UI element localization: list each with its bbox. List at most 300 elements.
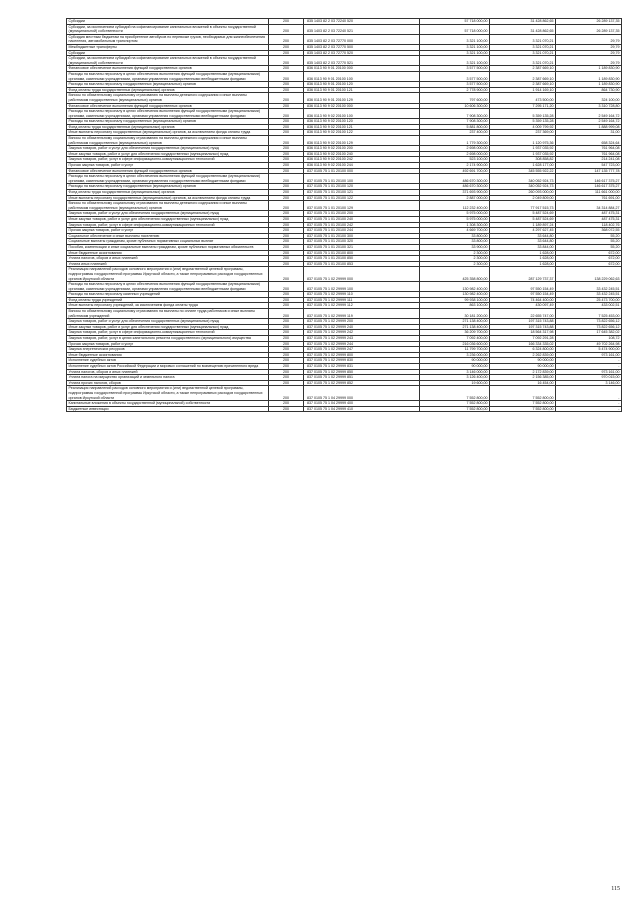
approved-amount-cell: 130 982 400,00 [420,292,490,298]
line-code-cell: 200 [269,56,304,66]
executed-amount-cell: 2 172 839,00 [490,369,556,375]
executed-amount-cell: 2 262 839,00 [490,352,556,358]
unexecuted-amount-cell: 138 229 062,63 [556,267,622,282]
expense-name-cell: Иные бюджетные ассигнования [67,250,269,256]
budget-code-cell: 837 0105 75 1 02 29999 112 [304,303,420,309]
expense-name-cell: Иные закупки товаров, работ и услуг для обеспечения государственных (муниципальных) нужд [67,151,269,157]
table-row [67,146,622,152]
unexecuted-amount-cell: 31,00 [556,130,622,136]
expense-name-cell: Иные выплаты персоналу государственных (муниципальных) органов, за исключением фонда оплаты труда [67,130,269,136]
executed-amount-cell: 74 464 400,00 [490,297,556,303]
unexecuted-amount-cell: 55,20 [556,244,622,250]
approved-amount-cell: 237 400,00 [420,130,490,136]
executed-amount-cell: 2 049 809,00 [490,195,556,201]
unexecuted-amount-cell: 658 324,64 [556,136,622,146]
unexecuted-amount-cell: 1 189 830,90 [556,66,622,72]
table-row [67,109,622,119]
table-row [67,71,622,81]
executed-amount-cell: 2 156 385,00 [490,375,556,381]
approved-amount-cell: 486 670 300,00 [420,184,490,190]
table-row [67,244,622,250]
unexecuted-amount-cell: - [556,364,622,370]
unexecuted-amount-cell: - [556,401,622,407]
approved-amount-cell: 3 577 500,00 [420,71,490,81]
line-code-cell: 200 [269,352,304,358]
executed-amount-cell: 197 315 743,88 [490,319,556,325]
line-code-cell: 200 [269,168,304,174]
unexecuted-amount-cell: 29,79 [556,44,622,50]
expense-name-cell: Социальные выплаты гражданам, кроме публичных нормативных социальных выплат [67,239,269,245]
executed-amount-cell: 430 097,49 [490,303,556,309]
expense-name-cell: Пособия, компенсации и иные социальные выплаты гражданам, кроме публичных нормативных обязательств [67,244,269,250]
executed-amount-cell: 3 321 070,21 [490,44,556,50]
unexecuted-amount-cell: 973 161,00 [556,352,622,358]
unexecuted-amount-cell: 146 617 375,27 [556,174,622,184]
unexecuted-amount-cell: 108,72 [556,336,622,342]
approved-amount-cell: 2 300,00 [420,256,490,262]
approved-amount-cell: 492 691 700,00 [420,168,490,174]
budget-code-cell: 837 0105 75 1 01 20100 242 [304,222,420,228]
expense-name-cell: Расходы на выплаты персоналу казенных учреждений [67,292,269,298]
budget-code-cell: 837 0105 75 1 02 29999 852 [304,380,420,386]
executed-amount-cell: 1 120 975,36 [490,136,556,146]
budget-code-cell: 836 0113 90 9 02 20100 120 [304,119,420,125]
expense-name-cell: Субсидии, за исключением субсидий на софинансирование капитальных вложений в объекты государственной (муниципальной) собственности [67,24,269,34]
table-row [67,375,622,381]
unexecuted-amount-cell: 487 475,31 [556,211,622,217]
expense-name-cell: Уплата налога на имущество организаций и земельного налога [67,375,269,381]
expense-name-cell: Исполнение судебных актов [67,358,269,364]
unexecuted-amount-cell: 324 100,00 [556,93,622,103]
line-code-cell: 200 [269,250,304,256]
executed-amount-cell: 6 324 800,00 [490,347,556,353]
approved-amount-cell: 33 800,00 [420,239,490,245]
executed-amount-cell: 33 844,00 [490,244,556,250]
unexecuted-amount-cell: 2 549 164,72 [556,119,622,125]
expense-name-cell: Взносы по обязательному социальному страхованию на выплаты денежного содержания и иные выплаты работникам государственных (муниципальных) органов [67,201,269,211]
executed-amount-cell: 7 552 800,00 [490,401,556,407]
budget-code-cell: 837 0105 75 1 02 29999 243 [304,336,420,342]
line-code-cell: 200 [269,211,304,217]
line-code-cell: 200 [269,364,304,370]
executed-amount-cell: 97 550 154,49 [490,282,556,292]
approved-amount-cell: 10 606 300,00 [420,103,490,109]
budget-code-cell: 837 0105 75 1 02 29999 247 [304,347,420,353]
expense-name-cell: Расходы на выплаты персоналу государственных (муниципальных) органов [67,82,269,88]
line-code-cell: 200 [269,401,304,407]
line-code-cell: 200 [269,103,304,109]
table-row [67,130,622,136]
budget-code-cell: 837 0105 75 1 02 29999 851 [304,375,420,381]
executed-amount-cell: 1 628,00 [490,250,556,256]
budget-code-cell: 837 0105 75 1 01 20100 244 [304,228,420,234]
line-code-cell: 200 [269,87,304,93]
line-code-cell: 200 [269,124,304,130]
expense-name-cell: Фонд оплаты труда государственных (муниципальных) органов [67,190,269,196]
approved-amount-cell: 3 577 500,00 [420,66,490,72]
expense-name-cell: Закупка товаров, работ и услуг для обеспечения государственных (муниципальных) нужд [67,319,269,325]
line-code-cell: 200 [269,239,304,245]
expense-name-cell: Закупка товаров, работ и услуг для обеспечения государственных (муниципальных) нужд [67,211,269,217]
line-code-cell: 200 [269,151,304,157]
table-row [67,309,622,319]
approved-amount-cell: 57 718 000,00 [420,19,490,25]
table-row [67,24,622,34]
executed-amount-cell: 2 387 669,10 [490,82,556,88]
expense-name-cell: Взносы по обязательному социальному страхованию на выплаты денежного содержания и иные выплаты работникам государственных (муниципальных) органов [67,93,269,103]
line-code-cell: 200 [269,358,304,364]
approved-amount-cell: 99 938 100,00 [420,297,490,303]
executed-amount-cell: 308 858,82 [490,157,556,163]
executed-amount-cell: 287 129 737,37 [490,267,556,282]
approved-amount-cell: 5 881 800,00 [420,124,490,130]
table-row [67,239,622,245]
unexecuted-amount-cell: 864 730,90 [556,87,622,93]
table-row [67,82,622,88]
expense-name-cell: Капитальные вложения в объекты государственной (муниципальной) собственности [67,401,269,407]
budget-code-cell: 837 0105 75 1 04 29999 000 [304,386,420,401]
executed-amount-cell: 3 321 070,21 [490,34,556,44]
line-code-cell: 200 [269,136,304,146]
executed-amount-cell: 22 655 747,00 [490,309,556,319]
table-row [67,216,622,222]
unexecuted-amount-cell: 672,00 [556,261,622,267]
unexecuted-amount-cell: 487 475,31 [556,216,622,222]
expense-name-cell: Расходы на выплаты персоналу в целях обеспечения выполнения функций государственными (муниципальными) органами, казенными учреждениями, органами управления государственными внебюджетными фондами [67,109,269,119]
budget-code-cell: 837 0105 75 1 02 29999 850 [304,369,420,375]
approved-amount-cell: 2 174 900,00 [420,163,490,169]
executed-amount-cell: 260 093 000,00 [490,190,556,196]
line-code-cell: 200 [269,109,304,119]
expense-name-cell: Взносы по обязательному социальному страхованию на выплаты денежного содержания и иные выплаты работникам государственных (муниципальных) органов [67,136,269,146]
expense-name-cell: Уплата прочих налогов, сборов [67,380,269,386]
unexecuted-amount-cell: 17 645 382,02 [556,330,622,336]
budget-code-cell: 837 0105 75 1 04 29999 400 [304,401,420,407]
executed-amount-cell: 1 189 897,24 [490,222,556,228]
line-code-cell: 200 [269,82,304,88]
table-row [67,56,622,66]
expense-name-cell: Фонд оплаты труда учреждений [67,297,269,303]
unexecuted-amount-cell: 973 161,00 [556,369,622,375]
budget-code-cell: 836 0113 90 9 01 20100 121 [304,87,420,93]
budget-code-cell: 837 0105 75 1 02 29999 240 [304,324,420,330]
budget-execution-table [66,18,622,412]
approved-amount-cell: 90 000,00 [420,364,490,370]
line-code-cell: 200 [269,319,304,325]
table-row [67,319,622,325]
expense-name-cell: Закупка энергетических ресурсов [67,347,269,353]
expense-name-cell: Финансовое обеспечение выполнения функций государственных органов [67,66,269,72]
budget-code-cell: 837 0105 75 1 02 29999 244 [304,341,420,347]
executed-amount-cell: 1 628,00 [490,256,556,262]
unexecuted-amount-cell: - [556,386,622,401]
line-code-cell: 200 [269,24,304,34]
executed-amount-cell: 4 297 627,45 [490,228,556,234]
budget-code-cell: 837 0105 75 1 01 20100 121 [304,190,420,196]
budget-code-cell: 837 0105 75 1 04 29999 410 [304,406,420,412]
expense-name-cell: Исполнение судебных актов Российской Федерации и мировых соглашений по возмещению причиненного вреда [67,364,269,370]
expense-name-cell: Расходы на выплаты персоналу в целях обеспечения выполнения функций государственными (муниципальными) органами, казенными учреждениями, органами управления государственными внебюджетными фондами [67,71,269,81]
budget-code-cell: 836 0113 90 9 02 20100 240 [304,151,420,157]
line-code-cell: 200 [269,184,304,190]
table-row [67,201,622,211]
executed-amount-cell: 197 315 743,88 [490,324,556,330]
line-code-cell: 200 [269,222,304,228]
executed-amount-cell: 3 321 070,21 [490,50,556,56]
table-row [67,324,622,330]
executed-amount-cell: 7 092 291,28 [490,336,556,342]
expense-name-cell: Расходы на выплаты персоналу в целях обеспечения выполнения функций государственными (муниципальными) органами, казенными учреждениями, органами управления государственными внебюджетными фондами [67,282,269,292]
expense-name-cell: Финансовое обеспечение выполнения функций государственных органов [67,168,269,174]
table-row [67,282,622,292]
unexecuted-amount-cell: 7 525 453,00 [556,309,622,319]
expense-name-cell: Закупка товаров, работ, услуг в сфере информационно-коммуникационных технологий [67,157,269,163]
budget-code-cell: 837 0105 75 1 01 20100 853 [304,261,420,267]
unexecuted-amount-cell: 970 015,00 [556,375,622,381]
expense-name-cell: Субсидия местным бюджетам на приобретение автобусов по перевозке грузов, необходимых для жизнеобеспечения населения, автомобильным транспортом [67,34,269,44]
table-row [67,330,622,336]
line-code-cell: 200 [269,130,304,136]
expense-name-cell: Расходы на выплаты персоналу государственных (муниципальных) органов [67,119,269,125]
budget-code-cell: 837 0105 75 1 01 20100 321 [304,244,420,250]
line-code-cell: 200 [269,119,304,125]
unexecuted-amount-cell: - [556,406,622,412]
budget-code-cell: 837 0105 75 1 02 29999 200 [304,319,420,325]
budget-code-cell: 837 0105 75 1 01 20100 129 [304,201,420,211]
approved-amount-cell: 7 908 300,00 [420,119,490,125]
approved-amount-cell: 425 358 800,00 [420,267,490,282]
executed-amount-cell: 1 914 169,10 [490,87,556,93]
budget-code-cell: 835 1403 82 2 03 72770 000 [304,34,420,44]
executed-amount-cell: 31 428 862,65 [490,19,556,25]
executed-amount-cell: 97 550 154,49 [490,292,556,298]
line-code-cell: 200 [269,369,304,375]
executed-amount-cell: 166 334 335,02 [490,341,556,347]
unexecuted-amount-cell: 368 072,55 [556,228,622,234]
unexecuted-amount-cell: 147 135 777,78 [556,168,622,174]
approved-amount-cell: 2 698 000,00 [420,151,490,157]
table-row [67,233,622,239]
line-code-cell: 200 [269,256,304,262]
expense-name-cell: Межбюджетные трансферты [67,44,269,50]
budget-code-cell: 836 0113 90 9 01 20100 120 [304,82,420,88]
executed-amount-cell: 16 454,00 [490,380,556,386]
expense-name-cell: Прочая закупка товаров, работ и услуг [67,341,269,347]
approved-amount-cell: 271 138 400,00 [420,319,490,325]
approved-amount-cell: 130 982 400,00 [420,282,490,292]
line-code-cell: 200 [269,44,304,50]
executed-amount-cell: 237 369,00 [490,130,556,136]
budget-code-cell: 836 0113 90 9 02 20100 121 [304,124,420,130]
approved-amount-cell: 3 146 000,00 [420,369,490,375]
expense-name-cell: Иные закупки товаров, работ и услуг для обеспечения государственных (муниципальных) нужд [67,216,269,222]
approved-amount-cell: 5 975 000,00 [420,216,490,222]
table-row [67,93,622,103]
approved-amount-cell: 112 232 400,00 [420,201,490,211]
executed-amount-cell: 7 552 800,00 [490,386,556,401]
expense-name-cell: Иные выплаты персоналу учреждений, за исключением фонда оплаты труда [67,303,269,309]
approved-amount-cell: 216 036 600,00 [420,341,490,347]
approved-amount-cell: 33 800,00 [420,233,490,239]
page-number: 115 [611,886,620,892]
table-row [67,136,622,146]
table-row [67,292,622,298]
budget-code-cell: 836 0113 90 9 02 20100 200 [304,146,420,152]
table-row [67,303,622,309]
line-code-cell: 200 [269,190,304,196]
table-row [67,103,622,109]
budget-code-cell: 836 0113 90 9 01 20100 000 [304,66,420,72]
line-code-cell: 200 [269,195,304,201]
unexecuted-amount-cell: 146 617 375,27 [556,184,622,190]
approved-amount-cell: 7 908 300,00 [420,109,490,119]
line-code-cell: 200 [269,228,304,234]
line-code-cell: 200 [269,233,304,239]
expense-name-cell: Закупка товаров, работ и услуг для обеспечения государственных (муниципальных) нужд [67,146,269,152]
line-code-cell: 200 [269,324,304,330]
approved-amount-cell: 3 577 500,00 [420,82,490,88]
unexecuted-amount-cell: 1 189 830,90 [556,82,622,88]
unexecuted-amount-cell: 214 241,08 [556,157,622,163]
budget-code-cell: 836 0113 90 9 02 20100 100 [304,109,420,119]
budget-code-cell: 837 0105 75 1 01 20100 850 [304,256,420,262]
budget-code-cell: 837 0105 75 1 01 20100 100 [304,174,420,184]
approved-amount-cell: 7 092 400,00 [420,336,490,342]
budget-code-cell: 837 0105 75 1 02 29999 000 [304,267,420,282]
unexecuted-amount-cell: 29,79 [556,34,622,44]
table-row [67,195,622,201]
approved-amount-cell: 3 321 100,00 [420,50,490,56]
executed-amount-cell: 5 359 135,28 [490,109,556,119]
line-code-cell: 200 [269,19,304,25]
approved-amount-cell: 2 887 000,00 [420,195,490,201]
line-code-cell: 200 [269,216,304,222]
table-row [67,190,622,196]
unexecuted-amount-cell: 73 822 656,12 [556,324,622,330]
line-code-cell: 200 [269,406,304,412]
line-code-cell: 200 [269,375,304,381]
approved-amount-cell: 3 321 100,00 [420,44,490,50]
table-row [67,87,622,93]
table-row [67,401,622,407]
approved-amount-cell: 2 300,00 [420,261,490,267]
table-row [67,222,622,228]
unexecuted-amount-cell: 433 002,51 [556,303,622,309]
line-code-cell: 200 [269,66,304,72]
expense-name-cell: Фонд оплаты труда государственных (муниципальных) органов [67,87,269,93]
table-row [67,168,622,174]
budget-code-cell: 835 1403 82 2 03 72770 520 [304,50,420,56]
budget-code-cell: 837 0105 75 1 02 29999 830 [304,358,420,364]
executed-amount-cell: 31 428 862,65 [490,24,556,34]
budget-code-cell: 836 0113 90 9 01 20100 100 [304,71,420,81]
approved-amount-cell: 3 321 100,00 [420,34,490,44]
line-code-cell: 200 [269,244,304,250]
line-code-cell: 200 [269,34,304,44]
line-code-cell: 200 [269,50,304,56]
approved-amount-cell: 523 100,00 [420,157,490,163]
executed-amount-cell: 18 564 317,98 [490,330,556,336]
unexecuted-amount-cell: 26 289 137,35 [556,24,622,34]
unexecuted-amount-cell: 26 289 137,35 [556,19,622,25]
table-row [67,34,622,44]
approved-amount-cell: 5 975 000,00 [420,211,490,217]
budget-code-cell: 836 0113 90 9 01 20100 129 [304,93,420,103]
budget-code-cell: 837 0105 75 1 01 20100 300 [304,233,420,239]
executed-amount-cell: 90 000,00 [490,364,556,370]
approved-amount-cell: 30 181 200,00 [420,309,490,319]
budget-code-cell: 837 0105 75 1 02 29999 800 [304,352,420,358]
executed-amount-cell: 5 487 524,69 [490,211,556,217]
table-row [67,386,622,401]
unexecuted-amount-cell: 547 723,00 [556,163,622,169]
expense-name-cell: Субсидии [67,50,269,56]
budget-code-cell: 835 1403 82 2 03 72770 521 [304,56,420,66]
executed-amount-cell: 473 500,00 [490,93,556,103]
budget-code-cell: 837 0105 75 1 02 29999 100 [304,282,420,292]
budget-code-cell: 837 0105 75 1 01 20100 240 [304,216,420,222]
line-code-cell: 200 [269,261,304,267]
executed-amount-cell: 345 555 922,22 [490,168,556,174]
approved-amount-cell: 3 126 400,00 [420,375,490,381]
unexecuted-amount-cell: 3 146,00 [556,380,622,386]
unexecuted-amount-cell: 33 432 245,51 [556,292,622,298]
approved-amount-cell: 486 670 300,00 [420,174,490,184]
executed-amount-cell: 340 052 924,73 [490,174,556,184]
executed-amount-cell: 2 387 669,10 [490,66,556,72]
budget-code-cell: 837 0105 75 1 02 29999 119 [304,309,420,319]
budget-code-cell: 835 1403 82 2 03 72240 521 [304,24,420,34]
table-body [67,19,622,412]
budget-code-cell: 837 0105 75 1 02 29999 242 [304,330,420,336]
approved-amount-cell: 90 000,00 [420,358,490,364]
budget-code-cell: 835 1403 82 2 03 72770 500 [304,44,420,50]
approved-amount-cell: 863 100,00 [420,303,490,309]
executed-amount-cell: 1 628,00 [490,261,556,267]
approved-amount-cell: 7 552 800,00 [420,406,490,412]
budget-code-cell: 836 0113 90 9 02 20100 122 [304,130,420,136]
line-code-cell: 200 [269,146,304,152]
expense-name-cell: Уплата налогов, сборов и иных платежей [67,369,269,375]
expense-name-cell: Прочая закупка товаров, работ и услуг [67,163,269,169]
expense-name-cell: Закупка товаров, работ, услуг в целях капитального ремонта государственного (муниципального) имущества [67,336,269,342]
table-row [67,124,622,130]
unexecuted-amount-cell: 55,20 [556,239,622,245]
unexecuted-amount-cell: 761 691,00 [556,195,622,201]
unexecuted-amount-cell: 5 474 900,00 [556,347,622,353]
table-row [67,119,622,125]
line-code-cell: 200 [269,297,304,303]
table-row [67,66,622,72]
executed-amount-cell: 33 644,80 [490,239,556,245]
line-code-cell: 200 [269,336,304,342]
line-code-cell: 200 [269,347,304,353]
expense-name-cell: Финансовое обеспечение выполнения функций государственных органов [67,103,269,109]
line-code-cell: 200 [269,71,304,81]
line-code-cell: 200 [269,309,304,319]
table-row [67,211,622,217]
executed-amount-cell: 3 321 070,21 [490,56,556,66]
executed-amount-cell: 1 937 035,92 [490,151,556,157]
approved-amount-cell: 1 308 300,00 [420,222,490,228]
approved-amount-cell: 3 321 100,00 [420,56,490,66]
executed-amount-cell: 2 387 669,10 [490,71,556,81]
unexecuted-amount-cell: 29,79 [556,56,622,66]
approved-amount-cell: 2 778 900,00 [420,87,490,93]
budget-code-cell: 837 0105 75 1 02 29999 110 [304,292,420,298]
executed-amount-cell: 5 359 135,28 [490,119,556,125]
line-code-cell: 200 [269,174,304,184]
